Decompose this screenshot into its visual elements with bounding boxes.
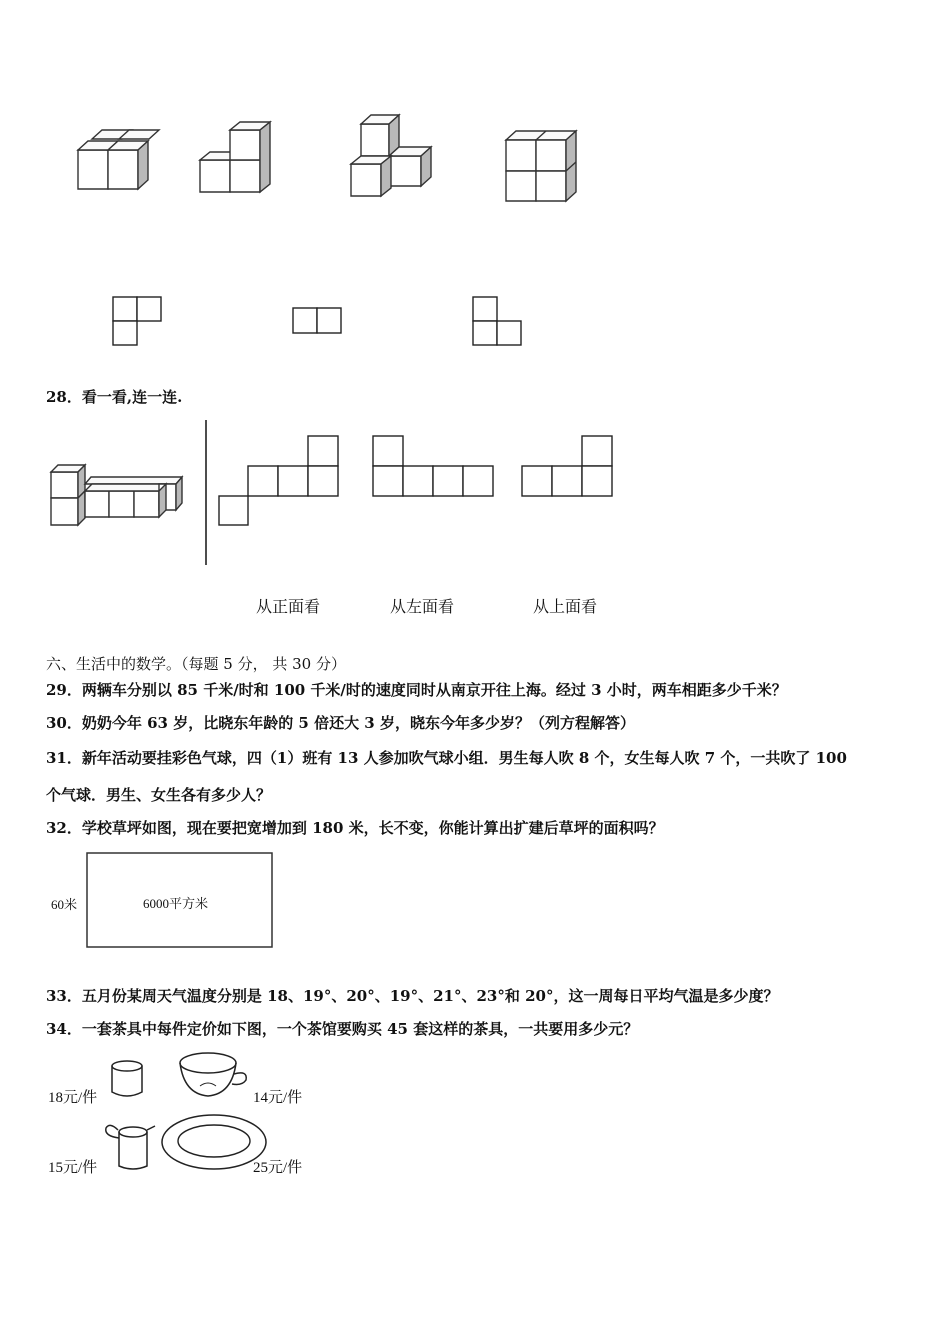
view-label-left: 从左面看 [390,597,455,616]
q30-text: 30．奶奶今年 63 岁，比晓东年龄的 5 倍还大 3 岁，晓东今年多少岁？（列方程解答） [46,714,635,732]
q31-line1: 31．新年活动要挂彩色气球，四（1）班有 13 人参加吹气球小组．男生每人吹 8 个，女生每人吹 7 个，一共吹了 100 [46,749,847,767]
view-shape-1 [112,296,164,348]
price-pot: 15元/件 [48,1160,98,1176]
q32-width-label: 60米 [51,897,78,912]
q33-text: 33．五月份某周天气温度分别是 18、19°、20°、19°、21°、23°和 20°，这一周每日平均气温是多少度？ [46,987,779,1005]
q28-solid-figure [48,460,188,532]
q34-text: 34．一套茶具中每件定价如下图，一个茶馆要购买 45 套这样的茶具，一共要用多少元？ [46,1020,639,1038]
cube-figure-2 [190,120,280,200]
q28-view-b [372,435,497,500]
cube-figure-3 [345,112,440,202]
view-label-top: 从上面看 [533,597,598,616]
q28-divider [205,420,209,566]
q28-view-c [521,435,616,500]
section6-title: 六、生活中的数学。（每题 5 分， 共 30 分） [46,655,346,673]
pot-icon [100,1120,158,1176]
q32-area-label: 6000平方米 [143,896,209,911]
cup-icon [108,1058,150,1102]
price-plate: 25元/件 [253,1160,303,1176]
bowl-icon [176,1050,252,1102]
price-bowl: 14元/件 [253,1090,303,1106]
cube-figure-4 [500,125,585,210]
q28-title: 28．看一看,连一连. [46,388,183,406]
view-shape-3 [472,296,524,348]
view-label-front: 从正面看 [256,597,321,616]
q31-line2: 个气球．男生、女生各有多少人？ [46,786,272,804]
q28-view-a [218,435,343,527]
cube-figure-1 [70,130,160,200]
q32-text: 32．学校草坪如图，现在要把宽增加到 180 米，长不变，你能计算出扩建后草坪的面积吗？ [46,819,664,837]
q29-text: 29．两辆车分别以 85 千米/时和 100 千米/时的速度同时从南京开往上海。经过 3 小时，两车相距多少千米？ [46,681,787,699]
view-shape-2 [292,307,344,337]
price-cup: 18元/件 [48,1090,98,1106]
